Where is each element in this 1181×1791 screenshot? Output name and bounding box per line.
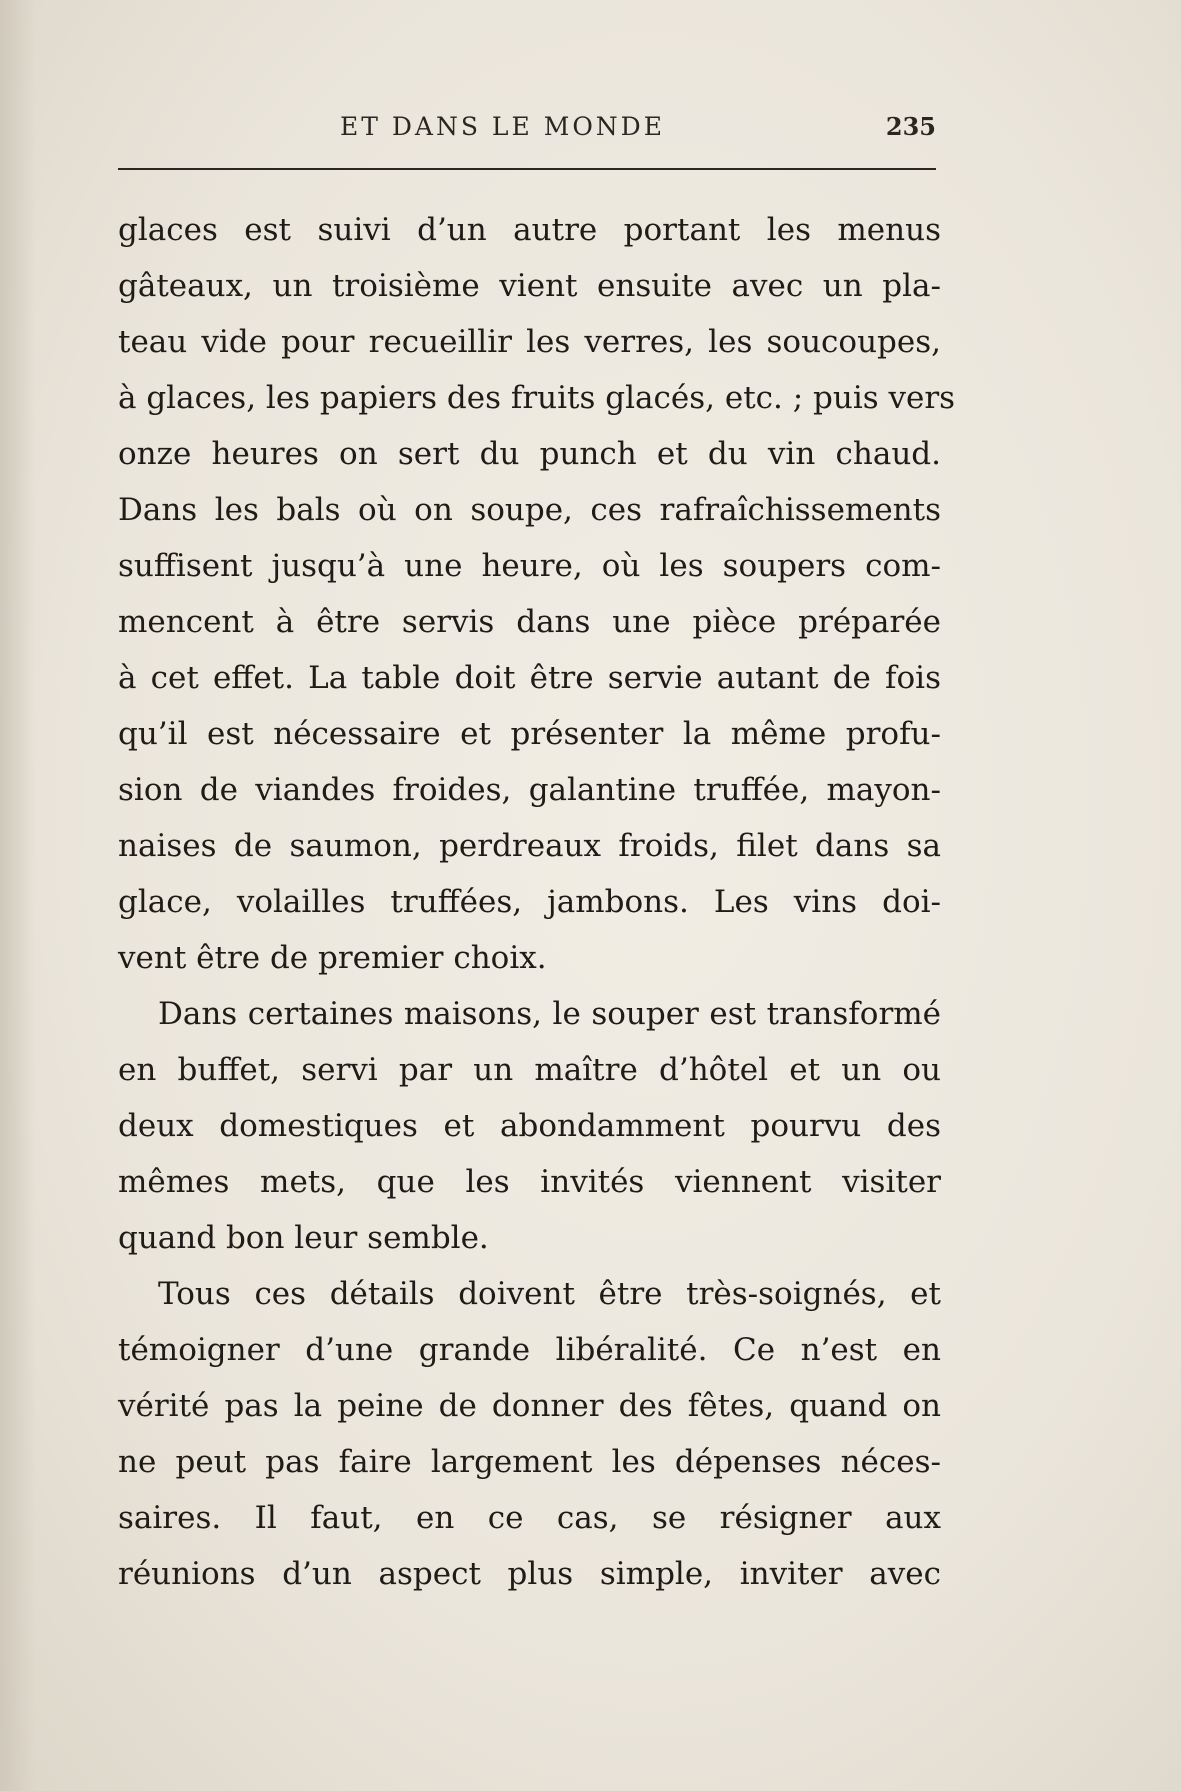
page-number: 235 bbox=[885, 112, 936, 141]
text-line: à cet effet. La table doit être servie autant de fois bbox=[118, 660, 941, 696]
text-line: témoigner d’une grande libéralité. Ce n’est en bbox=[118, 1332, 941, 1368]
text-line: onze heures on sert du punch et du vin chaud. bbox=[118, 436, 941, 472]
text-line: Dans les bals où on soupe, ces rafraîchissements bbox=[118, 492, 941, 528]
paragraph-3 bbox=[118, 1266, 941, 1602]
text-line: qu’il est nécessaire et présenter la même profu- bbox=[118, 716, 941, 752]
body-text bbox=[118, 202, 956, 1602]
paragraph-1 bbox=[118, 202, 956, 986]
text-line: gâteaux, un troisième vient ensuite avec un pla- bbox=[118, 268, 941, 304]
text-line: réunions d’un aspect plus simple, inviter avec bbox=[118, 1556, 941, 1592]
text-line: deux domestiques et abondamment pourvu des bbox=[118, 1108, 941, 1144]
text-line: suffisent jusqu’à une heure, où les soupers com- bbox=[118, 548, 941, 584]
paragraph-2 bbox=[118, 986, 941, 1266]
text-line: ne peut pas faire largement les dépenses néces- bbox=[118, 1444, 941, 1480]
text-line: quand bon leur semble. bbox=[118, 1220, 489, 1256]
text-line: à glaces, les papiers des fruits glacés, etc. ; puis vers bbox=[118, 380, 956, 416]
text-line: sion de viandes froides, galantine truffée, mayon- bbox=[118, 772, 941, 808]
text-line: vérité pas la peine de donner des fêtes, quand on bbox=[118, 1388, 941, 1424]
header-rule bbox=[118, 168, 936, 170]
gutter-shadow bbox=[0, 0, 36, 1791]
text-line: glace, volailles truffées, jambons. Les vins doi- bbox=[118, 884, 941, 920]
text-line: vent être de premier choix. bbox=[118, 940, 547, 976]
text-line: naises de saumon, perdreaux froids, filet dans sa bbox=[118, 828, 941, 864]
text-line: Tous ces détails doivent être très-soignés, et bbox=[158, 1276, 941, 1312]
text-line: mêmes mets, que les invités viennent visiter bbox=[118, 1164, 941, 1200]
text-line: mencent à être servis dans une pièce préparée bbox=[118, 604, 941, 640]
text-line: glaces est suivi d’un autre portant les menus bbox=[118, 212, 941, 248]
text-line: saires. Il faut, en ce cas, se résigner aux bbox=[118, 1500, 941, 1536]
text-line: teau vide pour recueillir les verres, les soucoupes, bbox=[118, 324, 941, 360]
page-header bbox=[118, 112, 936, 152]
text-line: Dans certaines maisons, le souper est transformé bbox=[158, 996, 941, 1032]
running-title: ET DANS LE MONDE bbox=[340, 112, 665, 141]
text-line: en buffet, servi par un maître d’hôtel et un ou bbox=[118, 1052, 941, 1088]
